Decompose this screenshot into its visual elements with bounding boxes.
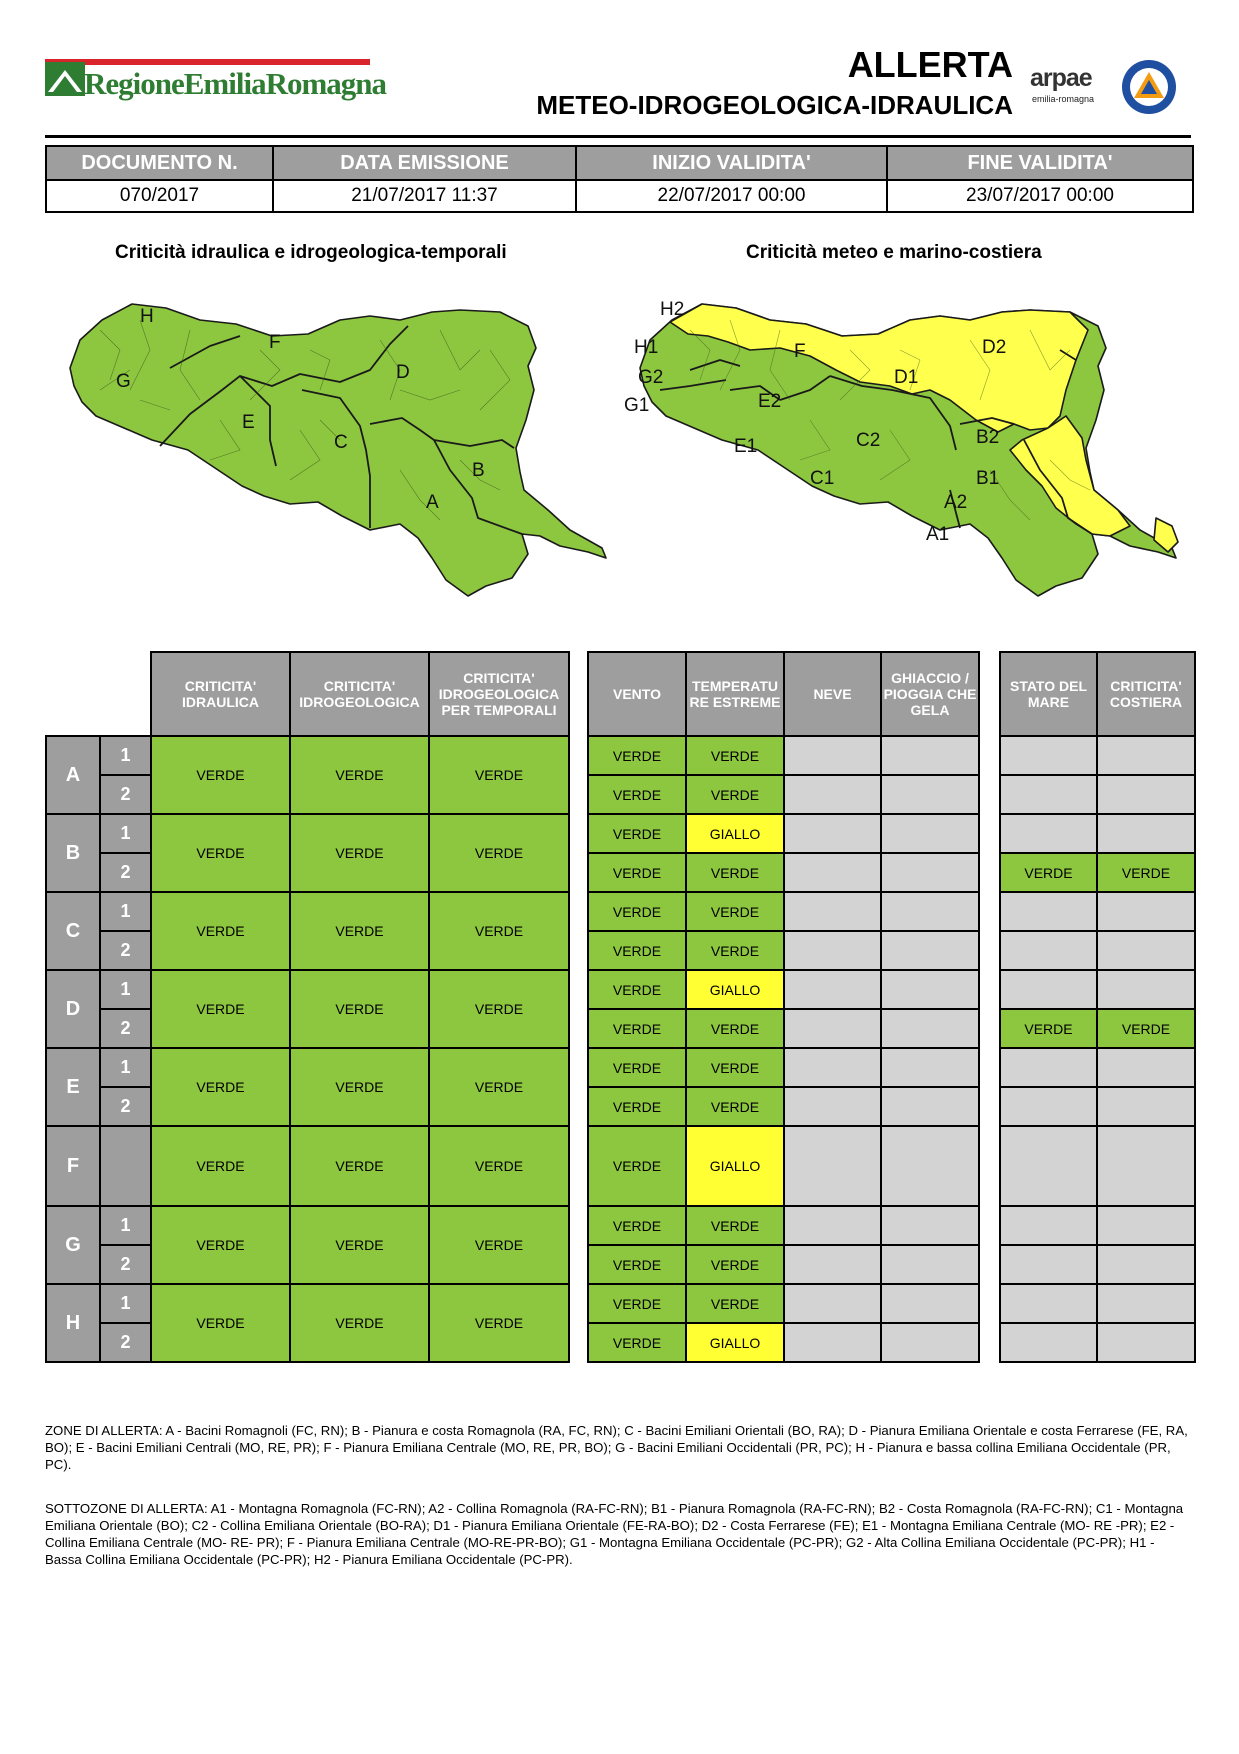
idro-level-cell: VERDE xyxy=(290,1206,429,1284)
costiera-level-cell xyxy=(1097,1206,1195,1245)
subzone-label: 1 xyxy=(100,1048,151,1087)
subzone-label: 1 xyxy=(100,970,151,1009)
temperature-level-cell: VERDE xyxy=(686,1087,784,1126)
vento-level-cell: VERDE xyxy=(588,1126,686,1206)
subzone-label: 2 xyxy=(100,1323,151,1362)
costiera-level-cell xyxy=(1097,1126,1195,1206)
costiera-level-cell xyxy=(1097,775,1195,814)
subzone-label: 2 xyxy=(100,775,151,814)
protezione-civile-logo-icon xyxy=(1120,58,1178,116)
map-label: H1 xyxy=(634,337,659,358)
temperature-level-cell: GIALLO xyxy=(686,1126,784,1206)
temperature-level-cell: VERDE xyxy=(686,1245,784,1284)
ghiaccio-level-cell xyxy=(881,931,979,970)
stato-mare-level-cell xyxy=(1000,970,1097,1009)
zone-label: C xyxy=(46,892,100,970)
left-criticality-map xyxy=(40,290,620,620)
map-label: D2 xyxy=(982,337,1007,358)
temperature-level-cell: VERDE xyxy=(686,892,784,931)
map-label: D xyxy=(396,362,410,383)
zone-label: A xyxy=(46,736,100,814)
subzone-label: 2 xyxy=(100,1087,151,1126)
ghiaccio-level-cell xyxy=(881,1009,979,1048)
map-label: F xyxy=(794,341,806,362)
ghiaccio-level-cell xyxy=(881,1245,979,1284)
idro-level-cell: VERDE xyxy=(151,1126,290,1206)
vento-level-cell: VERDE xyxy=(588,1245,686,1284)
subzone-label: 2 xyxy=(100,931,151,970)
neve-level-cell xyxy=(784,1284,881,1323)
header-criticita-temporali: CRITICITA' IDROGEOLOGICA PER TEMPORALI xyxy=(429,652,569,736)
subzone-label: 1 xyxy=(100,736,151,775)
map-label: H xyxy=(140,306,154,327)
hydro-alert-table xyxy=(45,651,570,1363)
map-label: C xyxy=(334,432,348,453)
idro-level-cell: VERDE xyxy=(151,1048,290,1126)
costiera-level-cell xyxy=(1097,1284,1195,1323)
zone-label: D xyxy=(46,970,100,1048)
validity-end-value: 23/07/2017 00:00 xyxy=(887,180,1193,212)
idro-level-cell: VERDE xyxy=(429,1206,569,1284)
temperature-level-cell: VERDE xyxy=(686,853,784,892)
stato-mare-level-cell xyxy=(1000,1087,1097,1126)
temperature-level-cell: VERDE xyxy=(686,1048,784,1087)
doc-number-header: DOCUMENTO N. xyxy=(46,146,273,180)
stato-mare-level-cell xyxy=(1000,1126,1097,1206)
neve-level-cell xyxy=(784,1126,881,1206)
map-label: B2 xyxy=(976,427,1000,448)
vento-level-cell: VERDE xyxy=(588,1048,686,1087)
map-label: C2 xyxy=(856,430,881,451)
stato-mare-level-cell: VERDE xyxy=(1000,1009,1097,1048)
temperature-level-cell: GIALLO xyxy=(686,1323,784,1362)
vento-level-cell: VERDE xyxy=(588,853,686,892)
temperature-level-cell: GIALLO xyxy=(686,970,784,1009)
regione-logo-icon xyxy=(45,62,85,96)
header-divider xyxy=(45,135,1191,138)
left-map-title: Criticità idraulica e idrogeologica-temporali xyxy=(115,242,507,263)
ghiaccio-level-cell xyxy=(881,1323,979,1362)
vento-level-cell: VERDE xyxy=(588,1323,686,1362)
idro-level-cell: VERDE xyxy=(151,1284,290,1362)
vento-level-cell: VERDE xyxy=(588,931,686,970)
map-label: E1 xyxy=(734,436,758,457)
subzone-label: 1 xyxy=(100,892,151,931)
temperature-level-cell: VERDE xyxy=(686,1284,784,1323)
validity-start-value: 22/07/2017 00:00 xyxy=(576,180,887,212)
subzone-label: 1 xyxy=(100,1206,151,1245)
validity-end-header: FINE VALIDITA' xyxy=(887,146,1193,180)
header-temperature-estreme: TEMPERATU RE ESTREME xyxy=(686,652,784,736)
map-label: A1 xyxy=(926,524,950,545)
idro-level-cell: VERDE xyxy=(429,892,569,970)
stato-mare-level-cell xyxy=(1000,1245,1097,1284)
ghiaccio-level-cell xyxy=(881,1048,979,1087)
ghiaccio-level-cell xyxy=(881,970,979,1009)
temperature-level-cell: VERDE xyxy=(686,1009,784,1048)
arpae-logo-sub: emilia-romagna xyxy=(1032,94,1095,104)
subzone-label: 2 xyxy=(100,1009,151,1048)
subzone-label: 2 xyxy=(100,853,151,892)
map-label: F xyxy=(269,332,281,353)
logo-red-bar xyxy=(45,59,370,65)
vento-level-cell: VERDE xyxy=(588,892,686,931)
map-label: B xyxy=(472,460,485,481)
emission-date-value: 21/07/2017 11:37 xyxy=(273,180,576,212)
neve-level-cell xyxy=(784,892,881,931)
marine-alert-table xyxy=(999,651,1196,1363)
ghiaccio-level-cell xyxy=(881,1284,979,1323)
costiera-level-cell xyxy=(1097,1245,1195,1284)
header-criticita-idrogeologica: CRITICITA' IDROGEOLOGICA xyxy=(290,652,429,736)
stato-mare-level-cell xyxy=(1000,1284,1097,1323)
blank-cell xyxy=(100,652,151,736)
document-subtitle: METEO-IDROGEOLOGICA-IDRAULICA xyxy=(536,90,1013,120)
ghiaccio-level-cell xyxy=(881,853,979,892)
idro-level-cell: VERDE xyxy=(429,814,569,892)
idro-level-cell: VERDE xyxy=(290,970,429,1048)
vento-level-cell: VERDE xyxy=(588,775,686,814)
costiera-level-cell xyxy=(1097,931,1195,970)
costiera-level-cell xyxy=(1097,970,1195,1009)
costiera-level-cell xyxy=(1097,1087,1195,1126)
stato-mare-level-cell xyxy=(1000,1206,1097,1245)
neve-level-cell xyxy=(784,970,881,1009)
costiera-level-cell xyxy=(1097,1323,1195,1362)
stato-mare-level-cell: VERDE xyxy=(1000,853,1097,892)
costiera-level-cell xyxy=(1097,892,1195,931)
idro-level-cell: VERDE xyxy=(151,1206,290,1284)
stato-mare-level-cell xyxy=(1000,1323,1097,1362)
neve-level-cell xyxy=(784,1009,881,1048)
stato-mare-level-cell xyxy=(1000,931,1097,970)
neve-level-cell xyxy=(784,1087,881,1126)
stato-mare-level-cell xyxy=(1000,814,1097,853)
validity-start-header: INIZIO VALIDITA' xyxy=(576,146,887,180)
neve-level-cell xyxy=(784,1245,881,1284)
header-ghiaccio: GHIACCIO / PIOGGIA CHE GELA xyxy=(881,652,979,736)
zone-label: E xyxy=(46,1048,100,1126)
temperature-level-cell: VERDE xyxy=(686,775,784,814)
header-neve: NEVE xyxy=(784,652,881,736)
subzone-label: 1 xyxy=(100,814,151,853)
vento-level-cell: VERDE xyxy=(588,1009,686,1048)
map-label: B1 xyxy=(976,468,1000,489)
idro-level-cell: VERDE xyxy=(151,892,290,970)
temperature-level-cell: VERDE xyxy=(686,1206,784,1245)
idro-level-cell: VERDE xyxy=(290,1048,429,1126)
vento-level-cell: VERDE xyxy=(588,736,686,775)
idro-level-cell: VERDE xyxy=(151,970,290,1048)
costiera-level-cell: VERDE xyxy=(1097,1009,1195,1048)
neve-level-cell xyxy=(784,931,881,970)
idro-level-cell: VERDE xyxy=(429,970,569,1048)
regione-logo-text: RegioneEmiliaRomagna xyxy=(84,66,387,101)
header-vento: VENTO xyxy=(588,652,686,736)
neve-level-cell xyxy=(784,853,881,892)
idro-level-cell: VERDE xyxy=(290,736,429,814)
zone-label: F xyxy=(46,1126,100,1206)
subzone-label xyxy=(100,1126,151,1206)
map-label: A2 xyxy=(944,492,968,513)
header-criticita-idraulica: CRITICITA' IDRAULICA xyxy=(151,652,290,736)
vento-level-cell: VERDE xyxy=(588,1206,686,1245)
idro-level-cell: VERDE xyxy=(290,814,429,892)
idro-level-cell: VERDE xyxy=(429,1126,569,1206)
neve-level-cell xyxy=(784,1206,881,1245)
neve-level-cell xyxy=(784,1048,881,1087)
zone-label: B xyxy=(46,814,100,892)
neve-level-cell xyxy=(784,775,881,814)
zone-label: G xyxy=(46,1206,100,1284)
ghiaccio-level-cell xyxy=(881,892,979,931)
ghiaccio-level-cell xyxy=(881,1126,979,1206)
neve-level-cell xyxy=(784,736,881,775)
map-label: G xyxy=(116,371,131,392)
idro-level-cell: VERDE xyxy=(151,814,290,892)
header-criticita-costiera: CRITICITA' COSTIERA xyxy=(1097,652,1195,736)
stato-mare-level-cell xyxy=(1000,892,1097,931)
costiera-level-cell xyxy=(1097,1048,1195,1087)
map-label: G1 xyxy=(624,395,650,416)
document-title: ALLERTA xyxy=(847,44,1013,85)
temperature-level-cell: VERDE xyxy=(686,931,784,970)
document-info-table xyxy=(45,145,1194,213)
blank-cell xyxy=(46,652,100,736)
subzone-label: 1 xyxy=(100,1284,151,1323)
stato-mare-level-cell xyxy=(1000,736,1097,775)
right-map-title: Criticità meteo e marino-costiera xyxy=(746,242,1042,263)
ghiaccio-level-cell xyxy=(881,814,979,853)
doc-number-value: 070/2017 xyxy=(46,180,273,212)
subzone-legend: SOTTOZONE DI ALLERTA: A1 - Montagna Romagnola (FC-RN); A2 - Collina Romagnola (RA-FC-RN); B1 - Pianura Romagnola (RA-FC-RN); B2 - Costa Romagnola (RA-FC-RN); C1 - Montagna Emiliana Orientale (BO); C2 - Collina Emiliana Orientale (BO-RA); D1 - Pianura Emiliana Orientale (FE-RA-BO); D2 - Costa Ferrarese (FE); E1 - Montagna Emiliana Centrale (MO- RE -PR); E2 - Collina Emiliana Centrale (MO- RE- PR); F - Pianura Emiliana Centrale (MO-RE-PR-BO); G1 - Montagna Emiliana Occidentale (PC-PR); G2 - Alta Collina Emiliana Occidentale (PC-PR); H1 - Bassa Collina Emiliana Occidentale (PC-PR); H2 - Pianura Emiliana Occidentale (PC-PR). xyxy=(45,1501,1184,1567)
map-label: G2 xyxy=(638,367,664,388)
arpae-logo: arpae xyxy=(1030,64,1092,92)
vento-level-cell: VERDE xyxy=(588,1087,686,1126)
idro-level-cell: VERDE xyxy=(290,1126,429,1206)
ghiaccio-level-cell xyxy=(881,736,979,775)
idro-level-cell: VERDE xyxy=(429,1284,569,1362)
zone-legend: ZONE DI ALLERTA: A - Bacini Romagnoli (FC, RN); B - Pianura e costa Romagnola (RA, FC, RN); C - Bacini Emiliani Orientali (BO, RA); D - Pianura Emiliana Orientale e costa Ferrarese (FE, RA, BO); E - Bacini Emiliani Centrali (MO, RE, PR); F - Pianura Emiliana Centrale (MO, RE, PR, BO); G - Bacini Emiliani Occidentali (PR, PC); H - Pianura e bassa collina Emiliana Occidentale (PR, PC). xyxy=(45,1423,1188,1472)
costiera-level-cell xyxy=(1097,736,1195,775)
neve-level-cell xyxy=(784,814,881,853)
idro-level-cell: VERDE xyxy=(290,1284,429,1362)
header-stato-del-mare: STATO DEL MARE xyxy=(1000,652,1097,736)
zone-label: H xyxy=(46,1284,100,1362)
map-label: A xyxy=(426,492,439,513)
subzone-label: 2 xyxy=(100,1245,151,1284)
vento-level-cell: VERDE xyxy=(588,814,686,853)
costiera-level-cell: VERDE xyxy=(1097,853,1195,892)
map-label: D1 xyxy=(894,367,919,388)
map-label: E xyxy=(242,412,255,433)
vento-level-cell: VERDE xyxy=(588,1284,686,1323)
costiera-level-cell xyxy=(1097,814,1195,853)
idro-level-cell: VERDE xyxy=(151,736,290,814)
map-label: H2 xyxy=(660,299,685,320)
temperature-level-cell: VERDE xyxy=(686,736,784,775)
ghiaccio-level-cell xyxy=(881,1087,979,1126)
map-label: C1 xyxy=(810,468,835,489)
idro-level-cell: VERDE xyxy=(290,892,429,970)
ghiaccio-level-cell xyxy=(881,1206,979,1245)
idro-level-cell: VERDE xyxy=(429,1048,569,1126)
vento-level-cell: VERDE xyxy=(588,970,686,1009)
stato-mare-level-cell xyxy=(1000,775,1097,814)
meteo-alert-table xyxy=(587,651,980,1363)
emission-date-header: DATA EMISSIONE xyxy=(273,146,576,180)
idro-level-cell: VERDE xyxy=(429,736,569,814)
temperature-level-cell: GIALLO xyxy=(686,814,784,853)
ghiaccio-level-cell xyxy=(881,775,979,814)
right-criticality-map xyxy=(624,290,1210,620)
map-label: E2 xyxy=(758,391,782,412)
stato-mare-level-cell xyxy=(1000,1048,1097,1087)
neve-level-cell xyxy=(784,1323,881,1362)
